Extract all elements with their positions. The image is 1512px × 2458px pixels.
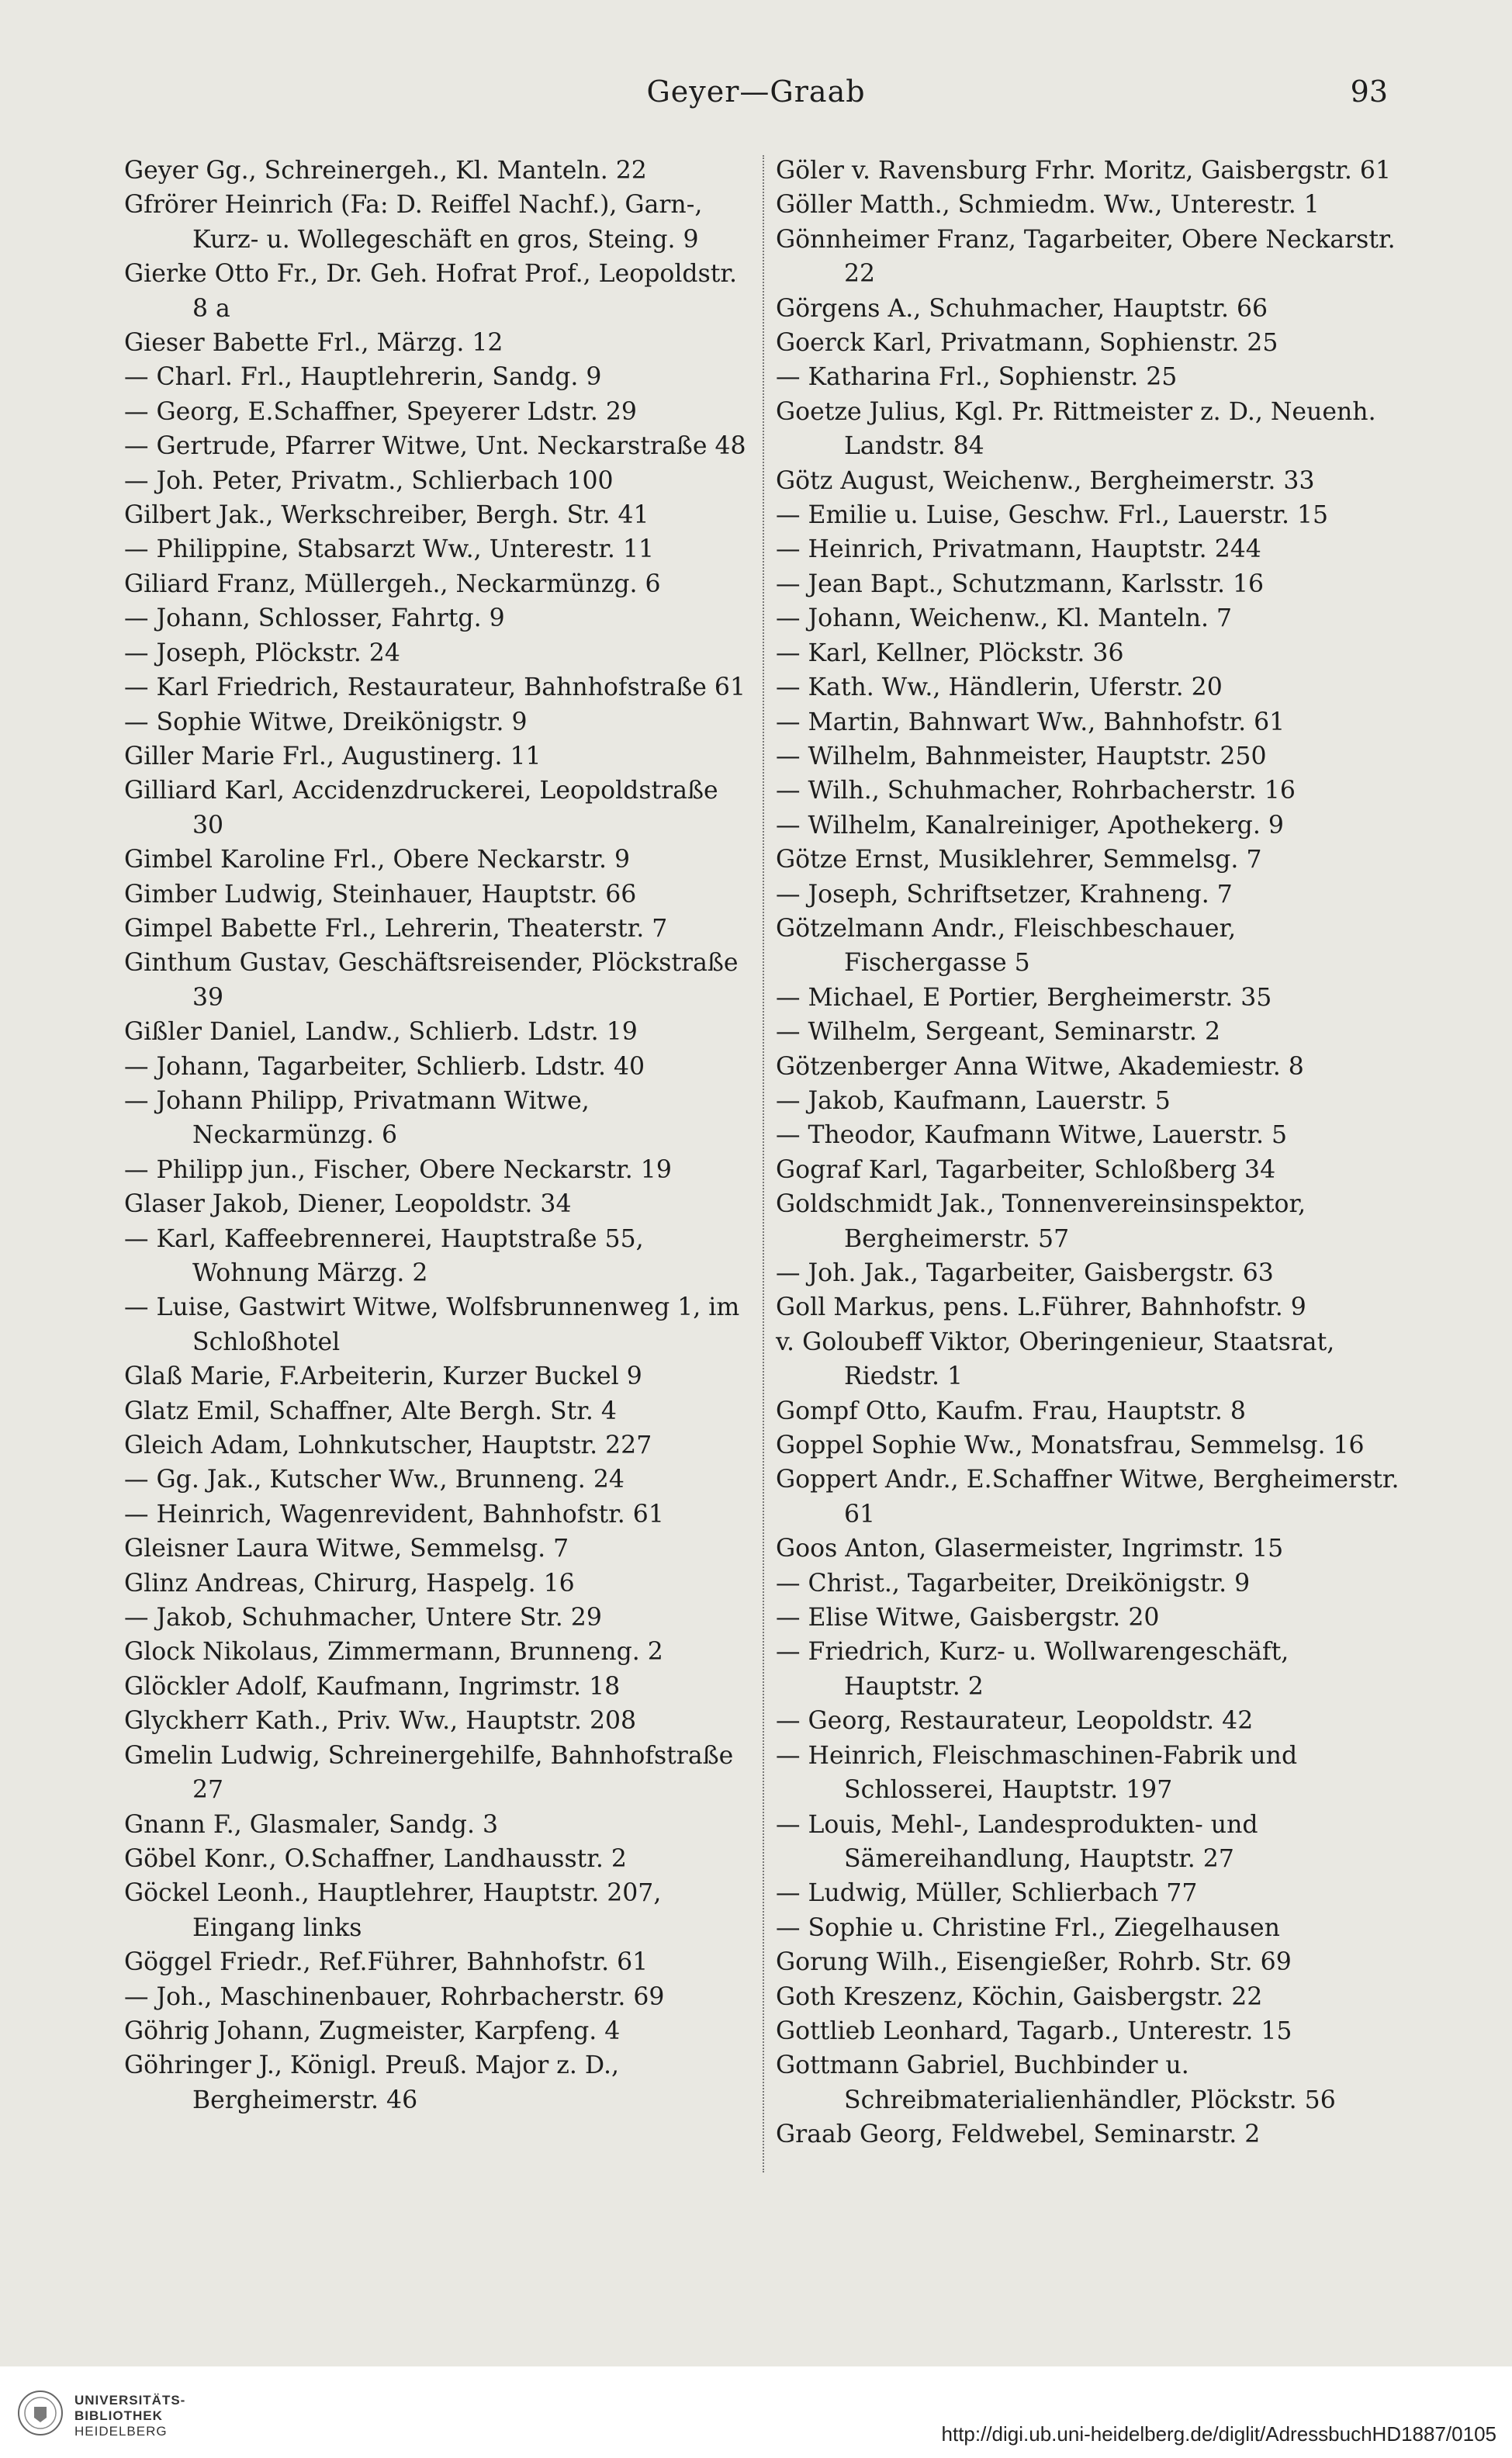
directory-entry: Gimber Ludwig, Steinhauer, Hauptstr. 66	[124, 880, 637, 909]
directory-entry: Glinz Andreas, Chirurg, Haspelg. 16	[124, 1569, 575, 1598]
directory-entry: — Wilhelm, Kanalreiniger, Apothekerg. 9	[776, 811, 1284, 840]
library-line: UNIVERSITÄTS-	[74, 2393, 186, 2408]
directory-entry: Glatz Emil, Schaffner, Alte Bergh. Str. 4	[124, 1397, 617, 1425]
directory-entry: Geyer Gg., Schreinergeh., Kl. Manteln. 22	[124, 157, 647, 185]
directory-entry: — Wilhelm, Sergeant, Seminarstr. 2	[776, 1018, 1220, 1047]
directory-entry: Gorung Wilh., Eisengießer, Rohrb. Str. 69	[776, 1948, 1292, 1977]
directory-entry: — Sophie u. Christine Frl., Ziegelhausen	[776, 1913, 1280, 1942]
library-line: HEIDELBERG	[74, 2424, 168, 2439]
directory-entry: — Johann, Schlosser, Fahrtg. 9	[124, 604, 505, 633]
directory-entry: Gilliard Karl, Accidenzdruckerei, Leopoldstraße 30	[124, 777, 718, 840]
directory-entry: — Katharina Frl., Sophienstr. 25	[776, 363, 1178, 392]
directory-entry: — Johann, Tagarbeiter, Schlierb. Ldstr. 40	[124, 1052, 645, 1081]
library-logo-text	[74, 2393, 185, 2439]
directory-entry: Goppel Sophie Ww., Monatsfrau, Semmelsg. 16	[776, 1432, 1365, 1460]
directory-entry: Gimbel Karoline Frl., Obere Neckarstr. 9	[124, 846, 631, 874]
directory-entry: — Sophie Witwe, Dreikönigstr. 9	[124, 708, 528, 736]
directory-entry: Glyckherr Kath., Priv. Ww., Hauptstr. 208	[124, 1707, 637, 1736]
directory-entry: — Joh. Jak., Tagarbeiter, Gaisbergstr. 63	[776, 1259, 1274, 1287]
directory-entry: Görgens A., Schuhmacher, Hauptstr. 66	[776, 294, 1268, 323]
directory-entry: Gißler Daniel, Landw., Schlierb. Ldstr. 19	[124, 1018, 638, 1047]
directory-entry: Götz August, Weichenw., Bergheimerstr. 33	[776, 466, 1315, 495]
directory-entry: Goldschmidt Jak., Tonnenvereinsinspektor, Bergheimerstr. 57	[776, 1190, 1306, 1253]
directory-entry: Gimpel Babette Frl., Lehrerin, Theaterstr. 7	[124, 914, 668, 943]
directory-entry: Göggel Friedr., Ref.Führer, Bahnhofstr. 61	[124, 1948, 649, 1977]
directory-entry: — Heinrich, Fleischmaschinen-Fabrik und Schlosserei, Hauptstr. 197	[776, 1741, 1298, 1805]
directory-entry: Goppert Andr., E.Schaffner Witwe, Bergheimerstr. 61	[776, 1466, 1400, 1528]
directory-entry: Gierke Otto Fr., Dr. Geh. Hofrat Prof., Leopoldstr. 8 a	[124, 260, 738, 323]
directory-entry: Gönnheimer Franz, Tagarbeiter, Obere Neckarstr. 22	[776, 225, 1396, 289]
directory-entry: — Wilhelm, Bahnmeister, Hauptstr. 250	[776, 742, 1267, 770]
directory-entry: — Gertrude, Pfarrer Witwe, Unt. Neckarstraße 48	[124, 432, 746, 461]
directory-entry: Glaß Marie, F.Arbeiterin, Kurzer Buckel 9	[124, 1362, 642, 1391]
directory-entry: Gograf Karl, Tagarbeiter, Schloßberg 34	[776, 1155, 1276, 1184]
directory-entry: — Christ., Tagarbeiter, Dreikönigstr. 9	[776, 1569, 1251, 1598]
right-column	[776, 154, 1404, 2152]
directory-entry: Gieser Babette Frl., Märzg. 12	[124, 329, 503, 358]
directory-entry: — Georg, Restaurateur, Leopoldstr. 42	[776, 1707, 1254, 1736]
directory-entry: Gilbert Jak., Werkschreiber, Bergh. Str. 41	[124, 501, 649, 530]
directory-entry: — Gg. Jak., Kutscher Ww., Brunneng. 24	[124, 1466, 625, 1494]
directory-entry: Gnann F., Glasmaler, Sandg. 3	[124, 1810, 499, 1839]
directory-entry: — Emilie u. Luise, Geschw. Frl., Lauerstr. 15	[776, 501, 1329, 530]
directory-entry: Göckel Leonh., Hauptlehrer, Hauptstr. 207, Eingang links	[124, 1879, 662, 1942]
directory-entry: Goetze Julius, Kgl. Pr. Rittmeister z. D., Neuenh. Landstr. 84	[776, 397, 1376, 461]
directory-entry: Göler v. Ravensburg Frhr. Moritz, Gaisbergstr. 61	[776, 157, 1391, 185]
directory-entry: — Jakob, Schuhmacher, Untere Str. 29	[124, 1604, 602, 1632]
directory-entry: — Louis, Mehl-, Landesprodukten- und Sämereihandlung, Hauptstr. 27	[776, 1810, 1258, 1873]
directory-entry: Gottmann Gabriel, Buchbinder u. Schreibmaterialienhändler, Plöckstr. 56	[776, 2051, 1336, 2114]
left-column	[124, 154, 753, 2117]
directory-entry: Göhrig Johann, Zugmeister, Karpfeng. 4	[124, 2017, 621, 2045]
directory-entry: — Philipp jun., Fischer, Obere Neckarstr. 19	[124, 1155, 672, 1184]
directory-entry: — Jean Bapt., Schutzmann, Karlsstr. 16	[776, 569, 1265, 598]
page-header	[124, 74, 1388, 121]
directory-entry: Gompf Otto, Kaufm. Frau, Hauptstr. 8	[776, 1397, 1246, 1425]
viewer-footer	[0, 2366, 1512, 2458]
directory-entry: Götzenberger Anna Witwe, Akademiestr. 8	[776, 1052, 1304, 1081]
directory-entry: — Jakob, Kaufmann, Lauerstr. 5	[776, 1086, 1171, 1115]
directory-entry: Glöckler Adolf, Kaufmann, Ingrimstr. 18	[124, 1672, 621, 1701]
directory-entry: — Joseph, Plöckstr. 24	[124, 639, 400, 667]
directory-entry: — Michael, E Portier, Bergheimerstr. 35	[776, 983, 1272, 1012]
directory-entry: v. Goloubeff Viktor, Oberingenieur, Staatsrat, Riedstr. 1	[776, 1328, 1335, 1391]
directory-entry: Ginthum Gustav, Geschäftsreisender, Plöckstraße 39	[124, 949, 739, 1012]
directory-entry: — Heinrich, Wagenrevident, Bahnhofstr. 61	[124, 1500, 664, 1528]
directory-entry: — Johann Philipp, Privatmann Witwe, Neckarmünzg. 6	[124, 1086, 590, 1150]
library-line: BIBLIOTHEK	[74, 2408, 163, 2423]
directory-entry: — Martin, Bahnwart Ww., Bahnhofstr. 61	[776, 708, 1285, 736]
directory-entry: Glock Nikolaus, Zimmermann, Brunneng. 2	[124, 1638, 663, 1667]
column-divider	[763, 155, 764, 2172]
directory-entry: — Charl. Frl., Hauptlehrerin, Sandg. 9	[124, 363, 602, 392]
directory-entry: — Joseph, Schriftsetzer, Krahneng. 7	[776, 880, 1233, 909]
directory-entry: — Heinrich, Privatmann, Hauptstr. 244	[776, 535, 1261, 564]
directory-entry: Gleisner Laura Witwe, Semmelsg. 7	[124, 1535, 569, 1563]
directory-entry: Goos Anton, Glasermeister, Ingrimstr. 15	[776, 1535, 1284, 1563]
directory-entry: — Luise, Gastwirt Witwe, Wolfsbrunnenweg 1, im Schloßhotel	[124, 1293, 740, 1356]
directory-entry: Goll Markus, pens. L.Führer, Bahnhofstr. 9	[776, 1293, 1306, 1322]
directory-entry: — Wilh., Schuhmacher, Rohrbacherstr. 16	[776, 777, 1296, 805]
directory-entry: Göhringer J., Königl. Preuß. Major z. D., Bergheimerstr. 46	[124, 2051, 620, 2114]
university-seal-icon	[17, 2390, 64, 2436]
directory-entry: — Georg, E.Schaffner, Speyerer Ldstr. 29	[124, 397, 637, 426]
directory-entry: Götzelmann Andr., Fleischbeschauer, Fischergasse 5	[776, 914, 1237, 978]
directory-entry: Gleich Adam, Lohnkutscher, Hauptstr. 227	[124, 1432, 652, 1460]
directory-entry: Goth Kreszenz, Köchin, Gaisbergstr. 22	[776, 1982, 1263, 2011]
directory-entry: Graab Georg, Feldwebel, Seminarstr. 2	[776, 2120, 1261, 2149]
page-number: 93	[1350, 74, 1388, 109]
directory-entry: — Elise Witwe, Gaisbergstr. 20	[776, 1604, 1160, 1632]
directory-entry: Gfrörer Heinrich (Fa: D. Reiffel Nachf.), Garn-, Kurz- u. Wollegeschäft en gros, Steing. 9	[124, 191, 703, 254]
running-title: Geyer—Graab	[646, 74, 866, 109]
directory-entry: Giliard Franz, Müllergeh., Neckarmünzg. 6	[124, 569, 661, 598]
directory-entry: — Joh. Peter, Privatm., Schlierbach 100	[124, 466, 614, 495]
directory-entry: Glaser Jakob, Diener, Leopoldstr. 34	[124, 1190, 572, 1219]
directory-entry: — Karl Friedrich, Restaurateur, Bahnhofstraße 61	[124, 673, 746, 702]
source-url-link[interactable]: http://digi.ub.uni-heidelberg.de/diglit/AdressbuchHD1887/0105	[941, 2422, 1496, 2446]
directory-entry: Goerck Karl, Privatmann, Sophienstr. 25	[776, 329, 1278, 358]
directory-entry: Gmelin Ludwig, Schreinergehilfe, Bahnhofstraße 27	[124, 1741, 734, 1805]
directory-entry: — Karl, Kaffeebrennerei, Hauptstraße 55, Wohnung Märzg. 2	[124, 1224, 644, 1287]
directory-entry: — Johann, Weichenw., Kl. Manteln. 7	[776, 604, 1233, 633]
directory-entry: — Kath. Ww., Händlerin, Uferstr. 20	[776, 673, 1223, 702]
directory-entry: — Friedrich, Kurz- u. Wollwarengeschäft, Hauptstr. 2	[776, 1638, 1289, 1701]
directory-entry: Göller Matth., Schmiedm. Ww., Unterestr. 1	[776, 191, 1320, 220]
directory-entry: — Karl, Kellner, Plöckstr. 36	[776, 639, 1124, 667]
directory-entry: Götze Ernst, Musiklehrer, Semmelsg. 7	[776, 846, 1262, 874]
directory-entry: — Philippine, Stabsarzt Ww., Unterestr. 11	[124, 535, 655, 564]
directory-entry: Gottlieb Leonhard, Tagarb., Unterestr. 15	[776, 2017, 1292, 2045]
directory-entry: — Ludwig, Müller, Schlierbach 77	[776, 1879, 1198, 1908]
directory-entry: — Joh., Maschinenbauer, Rohrbacherstr. 69	[124, 1982, 665, 2011]
directory-entry: — Theodor, Kaufmann Witwe, Lauerstr. 5	[776, 1121, 1288, 1150]
directory-entry: Giller Marie Frl., Augustinerg. 11	[124, 742, 541, 770]
directory-entry: Göbel Konr., O.Schaffner, Landhausstr. 2	[124, 1844, 627, 1873]
